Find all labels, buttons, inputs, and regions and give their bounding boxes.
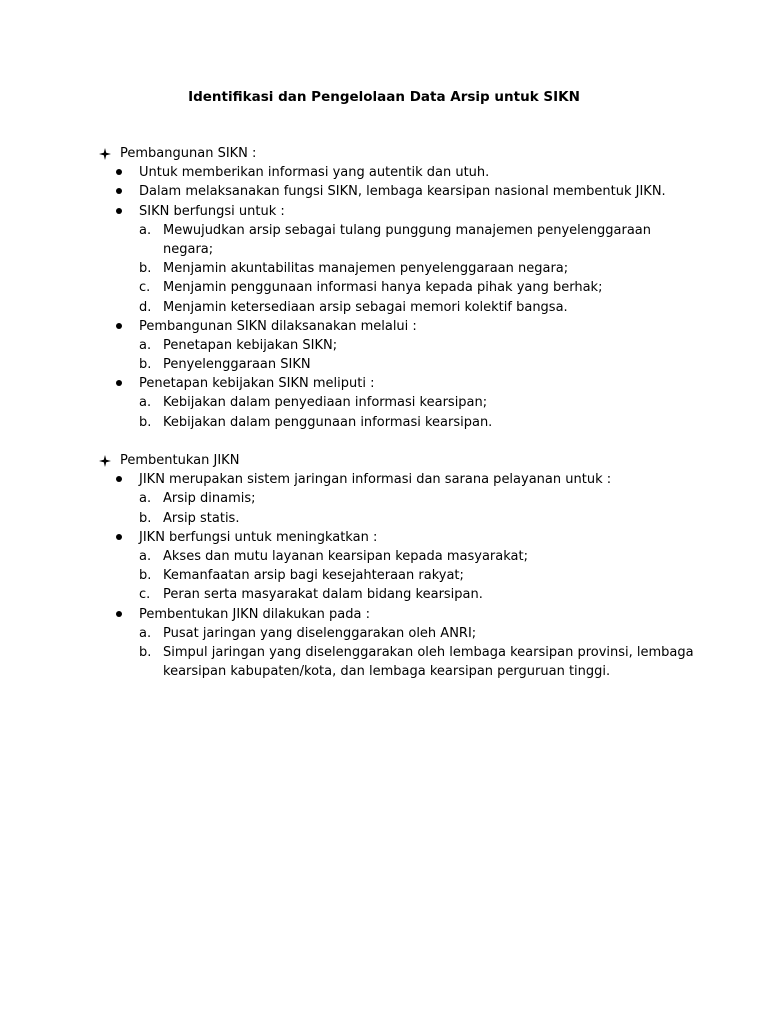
list-item-text: Pembangunan SIKN dilaksanakan melalui : bbox=[139, 318, 417, 334]
bullet-icon bbox=[116, 182, 124, 201]
bullet-icon bbox=[116, 528, 124, 547]
list-item bbox=[0, 182, 768, 201]
section-pembentukan-jikn bbox=[0, 451, 768, 681]
bullet-icon bbox=[116, 317, 124, 336]
sublist-letter: b. bbox=[139, 510, 152, 526]
sublist-item-text: Kebijakan dalam penyediaan informasi kearsipan; bbox=[163, 395, 488, 411]
bullet-icon bbox=[116, 470, 124, 489]
diamond-bullet-icon bbox=[99, 451, 111, 470]
sublist-letter: b. bbox=[139, 261, 152, 277]
sublist-letter: c. bbox=[139, 280, 151, 296]
sublist-item-continuation bbox=[0, 662, 768, 681]
sublist-item-text: Menjamin penggunaan informasi hanya kepada pihak yang berhak; bbox=[163, 280, 603, 296]
sublist-letter: d. bbox=[139, 299, 152, 315]
sublist-item bbox=[0, 355, 768, 374]
sublist-letter: b. bbox=[139, 414, 152, 430]
sublist-letter: a. bbox=[139, 625, 152, 641]
sublist-item bbox=[0, 585, 768, 604]
list-item bbox=[0, 605, 768, 624]
sublist-item bbox=[0, 547, 768, 566]
list-item-text: Untuk memberikan informasi yang autentik dan utuh. bbox=[139, 165, 490, 181]
sublist-letter: c. bbox=[139, 587, 151, 603]
sublist-item-text: Mewujudkan arsip sebagai tulang punggung manajemen penyelenggaraan bbox=[163, 222, 651, 238]
bullet-icon bbox=[116, 202, 124, 221]
list-item-text: Dalam melaksanakan fungsi SIKN, lembaga kearsipan nasional membentuk JIKN. bbox=[139, 184, 666, 200]
sublist-item bbox=[0, 298, 768, 317]
sublist-item-text: Pusat jaringan yang diselenggarakan oleh ANRI; bbox=[163, 625, 477, 641]
sublist-item bbox=[0, 393, 768, 412]
sublist-item-continuation bbox=[0, 240, 768, 259]
sublist-item-text: Penyelenggaraan SIKN bbox=[163, 357, 311, 373]
bullet-icon bbox=[116, 605, 124, 624]
sublist-item bbox=[0, 489, 768, 508]
sublist-item-text: negara; bbox=[163, 241, 214, 257]
sublist-item bbox=[0, 221, 768, 240]
sublist-letter: b. bbox=[139, 644, 152, 660]
sublist-letter: a. bbox=[139, 491, 152, 507]
list-item bbox=[0, 202, 768, 221]
sublist-item-text: Penetapan kebijakan SIKN; bbox=[163, 337, 338, 353]
sublist-item-text: Arsip statis. bbox=[163, 510, 240, 526]
sublist-item-text: Akses dan mutu layanan kearsipan kepada masyarakat; bbox=[163, 548, 528, 564]
list-item bbox=[0, 163, 768, 182]
list-item-text: SIKN berfungsi untuk : bbox=[139, 203, 285, 219]
list-item bbox=[0, 470, 768, 489]
sublist-item bbox=[0, 509, 768, 528]
sublist-item-text: Menjamin ketersediaan arsip sebagai memori kolektif bangsa. bbox=[163, 299, 568, 315]
sublist-item-text: Simpul jaringan yang diselenggarakan oleh lembaga kearsipan provinsi, lembaga bbox=[163, 644, 694, 660]
sublist-letter: a. bbox=[139, 222, 152, 238]
sublist-letter: a. bbox=[139, 548, 152, 564]
list-item-text: Penetapan kebijakan SIKN meliputi : bbox=[139, 376, 375, 392]
sublist-item bbox=[0, 336, 768, 355]
list-item bbox=[0, 317, 768, 336]
list-item-text: Pembentukan JIKN dilakukan pada : bbox=[139, 606, 370, 622]
diamond-bullet-icon bbox=[99, 144, 111, 163]
sublist-item-text: Arsip dinamis; bbox=[163, 491, 256, 507]
section-pembangunan-sikn bbox=[0, 144, 768, 432]
sublist-item bbox=[0, 566, 768, 585]
sublist-letter: a. bbox=[139, 337, 152, 353]
list-item-text: JIKN berfungsi untuk meningkatkan : bbox=[139, 529, 378, 545]
sublist-item bbox=[0, 413, 768, 432]
sublist-item bbox=[0, 624, 768, 643]
bullet-icon bbox=[116, 374, 124, 393]
sublist-letter: b. bbox=[139, 357, 152, 373]
list-item bbox=[0, 374, 768, 393]
sublist-item-text: Kebijakan dalam penggunaan informasi kearsipan. bbox=[163, 414, 493, 430]
sublist-letter: a. bbox=[139, 395, 152, 411]
section-heading-row bbox=[0, 451, 768, 470]
section-heading: Pembentukan JIKN bbox=[120, 453, 240, 468]
sublist-item-text: kearsipan kabupaten/kota, dan lembaga kearsipan perguruan tinggi. bbox=[163, 664, 611, 680]
sublist-item-text: Peran serta masyarakat dalam bidang kearsipan. bbox=[163, 587, 483, 603]
document-title: Identifikasi dan Pengelolaan Data Arsip untuk SIKN bbox=[188, 89, 580, 105]
section-heading-row bbox=[0, 144, 768, 163]
list-item bbox=[0, 528, 768, 547]
sublist-letter: b. bbox=[139, 568, 152, 584]
section-heading: Pembangunan SIKN : bbox=[120, 146, 257, 161]
bullet-icon bbox=[116, 163, 124, 182]
sublist-item-text: Kemanfaatan arsip bagi kesejahteraan rakyat; bbox=[163, 568, 464, 584]
sublist-item-text: Menjamin akuntabilitas manajemen penyelenggaraan negara; bbox=[163, 261, 569, 277]
sublist-item bbox=[0, 278, 768, 297]
sublist-item bbox=[0, 643, 768, 662]
sublist-item bbox=[0, 259, 768, 278]
list-item-text: JIKN merupakan sistem jaringan informasi dan sarana pelayanan untuk : bbox=[139, 472, 612, 488]
